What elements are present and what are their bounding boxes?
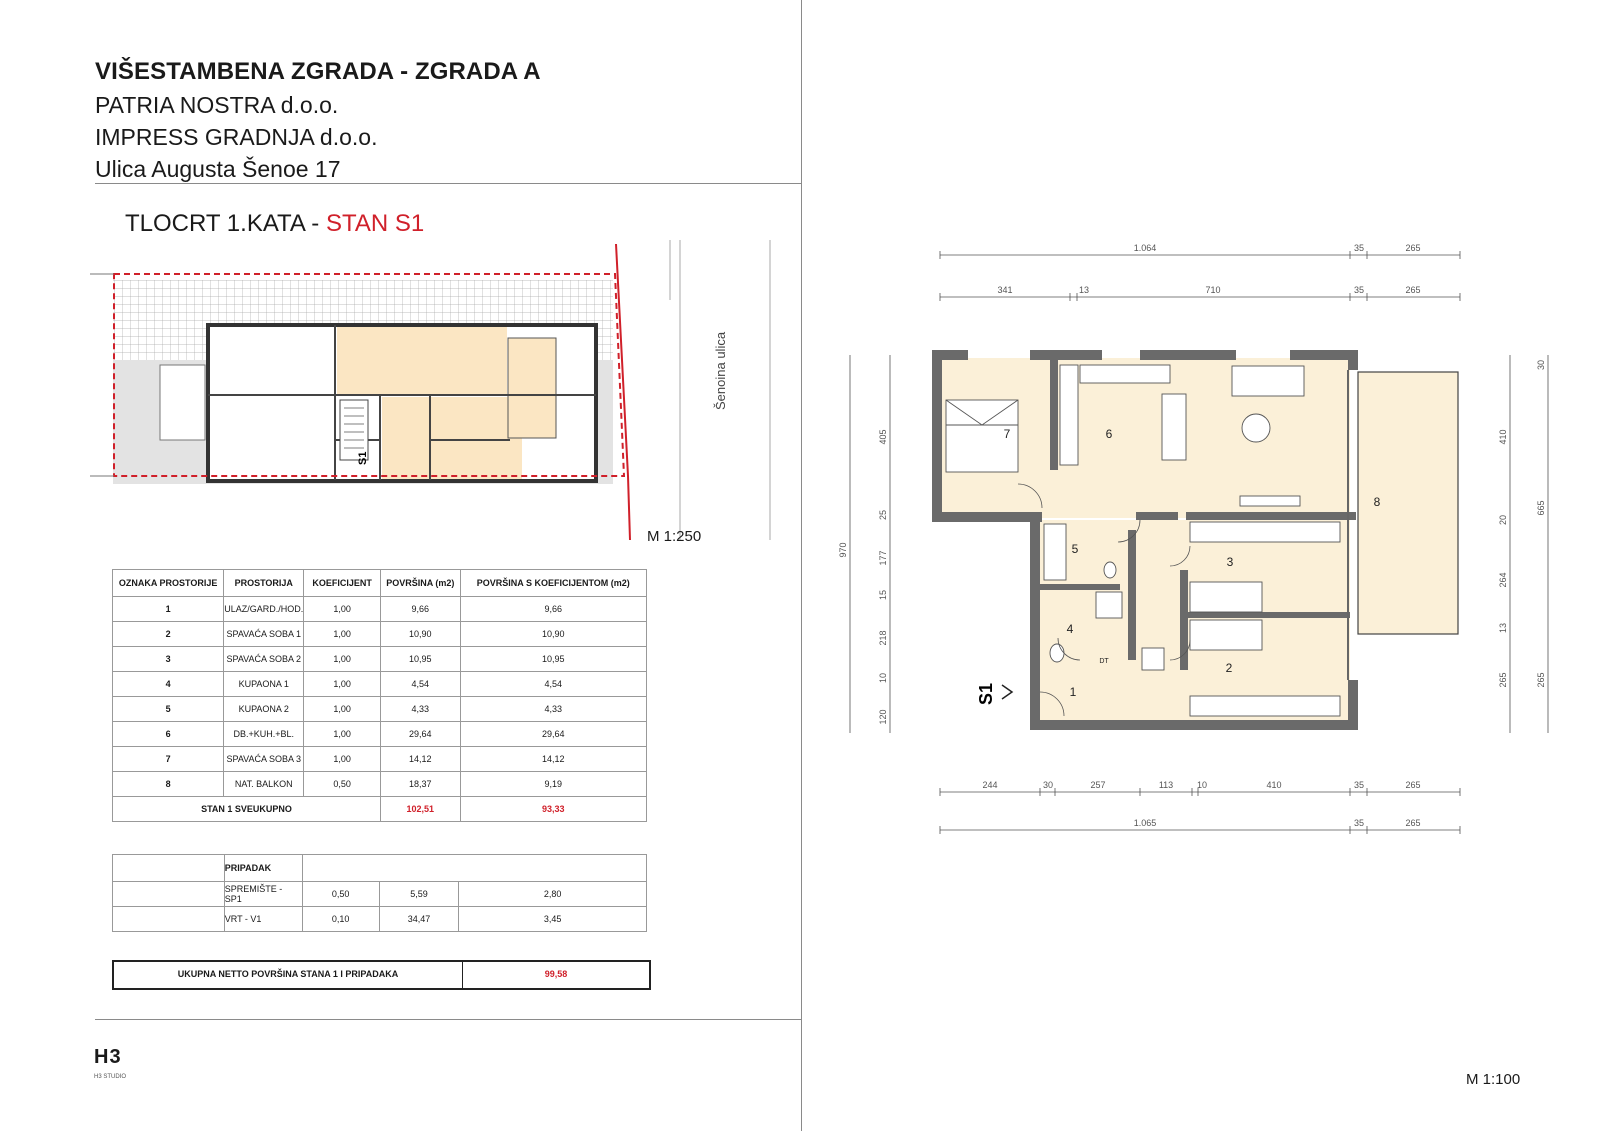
appurtenance-header-row [113, 855, 647, 882]
room-name: ULAZ/GARD./HOD. [224, 597, 304, 622]
dim-label: 265 [1405, 243, 1421, 253]
page-divider [801, 0, 802, 1131]
room-id: 2 [113, 622, 224, 647]
dim-label: 10 [1196, 780, 1208, 790]
col-header: KOEFICIJENT [304, 570, 381, 597]
dim-label: 15 [878, 589, 888, 601]
grand-total-box [112, 960, 651, 990]
wardrobe-3 [1190, 522, 1340, 542]
address-line: Ulica Augusta Šenoe 17 [95, 156, 341, 182]
room-id: 5 [113, 697, 224, 722]
room-name: KUPAONA 1 [224, 672, 304, 697]
col-header: POVRŠINA S KOEFICIJENTOM (m2) [460, 570, 646, 597]
room-number: 8 [1373, 495, 1381, 509]
shower [1096, 592, 1122, 618]
entrance-arrow-icon [1002, 685, 1012, 699]
room-coef: 1,00 [304, 697, 381, 722]
appurtenance-coef: 0,10 [302, 907, 379, 932]
dim-label: 35 [1353, 818, 1365, 828]
room-area: 10,95 [381, 647, 461, 672]
header-divider [95, 183, 801, 184]
room-area: 4,54 [381, 672, 461, 697]
table-total-row [113, 797, 647, 822]
appurtenance-coef: 0,50 [302, 882, 379, 907]
col-header: PROSTORIJA [224, 570, 304, 597]
room-id: 4 [113, 672, 224, 697]
unit-s1-lower [382, 397, 522, 479]
dim-label: 265 [1536, 672, 1546, 688]
room-coef: 1,00 [304, 747, 381, 772]
appurtenance-name: SPREMIŠTE - SP1 [224, 882, 302, 907]
dim-label: 177 [878, 550, 888, 566]
dim-label: 113 [1158, 780, 1174, 790]
room-coef: 1,00 [304, 672, 381, 697]
room-id: 3 [113, 647, 224, 672]
room-name: SPAVAĆA SOBA 3 [224, 747, 304, 772]
room-id: 8 [113, 772, 224, 797]
room-area: 10,90 [381, 622, 461, 647]
dim-label: 120 [878, 709, 888, 725]
dim-label: 30 [1536, 359, 1546, 371]
room-name: DB.+KUH.+BL. [224, 722, 304, 747]
room-name: NAT. BALKON [224, 772, 304, 797]
studio-logo: H3 [94, 1046, 122, 1068]
dim-label: 13 [1078, 285, 1090, 295]
room-name: SPAVAĆA SOBA 1 [224, 622, 304, 647]
dim-label: 410 [1498, 429, 1508, 445]
street-label: Šenoina ulica [713, 331, 728, 410]
table-row [113, 747, 647, 772]
sofa [1232, 366, 1304, 396]
dim-label: 218 [878, 630, 888, 646]
floor-plan-scale: M 1:100 [1466, 1071, 1521, 1088]
washing-machine [1142, 648, 1164, 670]
grand-total-value: 99,58 [544, 969, 568, 979]
total-area-coef: 93,33 [460, 797, 646, 822]
site-scale: M 1:250 [647, 528, 702, 545]
toilet-2 [1104, 562, 1116, 578]
coffee-table [1242, 414, 1270, 442]
dim-label: 1.065 [1133, 818, 1157, 828]
table-row [113, 672, 647, 697]
kitchen-counter [1060, 365, 1078, 465]
dim-label: 264 [1498, 572, 1508, 588]
total-label: STAN 1 SVEUKUPNO [113, 797, 381, 822]
room-number: 1 [1069, 685, 1077, 699]
dim-label: 341 [997, 285, 1013, 295]
dim-label: 265 [1405, 818, 1421, 828]
room-coef: 1,00 [304, 722, 381, 747]
room-table-header [113, 570, 647, 597]
col-header: OZNAKA PROSTORIJE [113, 570, 224, 597]
investor-line-1: PATRIA NOSTRA d.o.o. [95, 92, 339, 118]
room-id: 7 [113, 747, 224, 772]
room-area: 18,37 [381, 772, 461, 797]
room-id: 6 [113, 722, 224, 747]
unit-s1-upper [337, 327, 507, 395]
dim-label: 970 [838, 542, 848, 558]
table-row [113, 647, 647, 672]
dim-label: 35 [1353, 285, 1365, 295]
room-area-coef: 4,33 [460, 697, 646, 722]
room-name: SPAVAĆA SOBA 2 [224, 647, 304, 672]
bathtub [1044, 524, 1066, 580]
room-area-coef: 14,12 [460, 747, 646, 772]
room-area-coef: 29,64 [460, 722, 646, 747]
dim-label: 257 [1090, 780, 1106, 790]
room-area: 14,12 [381, 747, 461, 772]
total-area: 102,51 [381, 797, 461, 822]
table-row [113, 907, 647, 932]
room-area-coef: 4,54 [460, 672, 646, 697]
appurtenance-name: VRT - V1 [224, 907, 302, 932]
tv-unit [1240, 496, 1300, 506]
room-table [112, 569, 647, 822]
shed [160, 365, 205, 440]
room-number: 7 [1003, 427, 1011, 441]
dim-label: 265 [1405, 285, 1421, 295]
table-row [113, 722, 647, 747]
room-area-coef: 9,66 [460, 597, 646, 622]
room-area-coef: 10,90 [460, 622, 646, 647]
room-number: 5 [1071, 542, 1079, 556]
table-row [113, 882, 647, 907]
room-area: 29,64 [381, 722, 461, 747]
document-title: VIŠESTAMBENA ZGRADA - ZGRADA A [95, 58, 541, 85]
room-number: 2 [1225, 661, 1233, 675]
appurtenance-area-coef: 2,80 [459, 882, 647, 907]
room-coef: 0,50 [304, 772, 381, 797]
appurtenance-area: 5,59 [379, 882, 459, 907]
dim-label: 10 [878, 672, 888, 684]
room-number: 3 [1226, 555, 1234, 569]
plan-title [125, 210, 424, 238]
room-area: 9,66 [381, 597, 461, 622]
dim-label: 13 [1498, 622, 1508, 634]
wardrobe-2 [1190, 696, 1340, 716]
bed-2 [1190, 620, 1262, 650]
col-header: POVRŠINA (m2) [381, 570, 461, 597]
site-unit-label: S1 [357, 451, 369, 465]
plan-title-prefix: TLOCRT 1.KATA - [125, 210, 326, 237]
grand-total-label: UKUPNA NETTO POVRŠINA STANA 1 I PRIPADAKA [177, 969, 399, 979]
dim-label: 35 [1353, 780, 1365, 790]
table-row [113, 697, 647, 722]
dim-label: 30 [1042, 780, 1054, 790]
dim-label: 265 [1405, 780, 1421, 790]
footer-divider [95, 1019, 801, 1020]
dim-label: 710 [1205, 285, 1221, 295]
appurtenance-table [112, 854, 647, 932]
bed-1 [1190, 582, 1262, 612]
studio-logo-sub: H3 STUDIO [94, 1074, 127, 1080]
plan-title-unit: STAN S1 [325, 210, 425, 237]
dim-label: 25 [878, 509, 888, 521]
room-area: 4,33 [381, 697, 461, 722]
room-id: 1 [113, 597, 224, 622]
dim-label: 410 [1266, 780, 1282, 790]
stair-core [340, 400, 368, 460]
room-area-coef: 9,19 [460, 772, 646, 797]
table-row [113, 597, 647, 622]
room-name: KUPAONA 2 [224, 697, 304, 722]
table-row [113, 622, 647, 647]
dim-label: 20 [1498, 514, 1508, 526]
unit-s1-balcony [508, 338, 556, 438]
room-coef: 1,00 [304, 622, 381, 647]
dim-label: 1.064 [1133, 243, 1157, 253]
room-area-coef: 10,95 [460, 647, 646, 672]
dim-label: 35 [1353, 243, 1365, 253]
dim-label: 265 [1498, 672, 1508, 688]
boundary-line [616, 244, 630, 540]
room-number: 6 [1105, 427, 1113, 441]
investor-line-2: IMPRESS GRADNJA d.o.o. [95, 124, 378, 150]
table-row [113, 772, 647, 797]
dim-label: 665 [1536, 500, 1546, 516]
dt-label: DT [1099, 658, 1109, 665]
appurtenance-area: 34,47 [379, 907, 459, 932]
room-coef: 1,00 [304, 647, 381, 672]
room-number: 4 [1066, 622, 1074, 636]
floor-plan [840, 240, 1580, 840]
dining-table [1162, 394, 1186, 460]
toilet-1 [1050, 644, 1064, 662]
dim-label: 244 [982, 780, 998, 790]
dim-label: 405 [878, 429, 888, 445]
site-plan [90, 240, 790, 540]
unit-entrance-label: S1 [976, 682, 996, 705]
appurtenance-header: PRIPADAK [224, 855, 302, 882]
room-coef: 1,00 [304, 597, 381, 622]
kitchen-cabinets [1080, 365, 1170, 383]
appurtenance-area-coef: 3,45 [459, 907, 647, 932]
